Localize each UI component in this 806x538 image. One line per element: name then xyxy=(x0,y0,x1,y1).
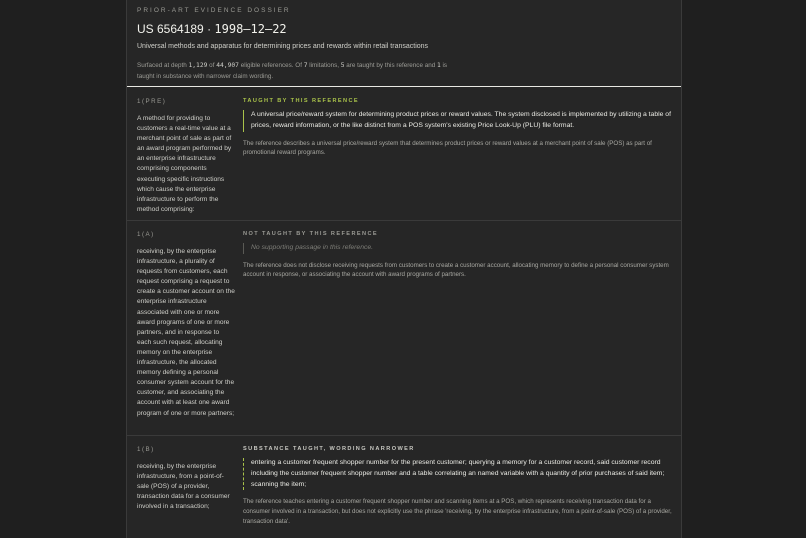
taught-count: 5 xyxy=(340,62,345,69)
claim-text: receiving, by the enterprise infrastructure, from a point-of-sale (POS) of a provider, transaction data for a consumer involved in a transaction; xyxy=(137,463,230,511)
claim-evidence xyxy=(243,98,673,158)
depth-value: 1,129 xyxy=(188,62,208,69)
claim-row xyxy=(127,436,681,538)
claim-text: receiving, by the enterprise infrastructure, a plurality of requests from customers, each request comprising a request to create a customer account on the enterprise infrastructure associated with one or more award programs of one or more partners, and in response to each such request, allocating memory on the enterprise infrastructure, the allocated memory defining a personal consumer system account for the customer, and associating the account with at least one award program of one or more partners; xyxy=(137,248,235,417)
evidence-quote: No supporting passage in this reference. xyxy=(243,243,673,254)
dossier-summary: Surfaced at depth 1,129 of 44,907 eligible references. Of 7 limitations, 5 are taught by this reference and 1 is taught in substance with narrower claim wording. xyxy=(137,62,448,80)
claim-left-column xyxy=(137,446,235,512)
total-refs-value: 44,907 xyxy=(216,62,239,69)
claim-row xyxy=(127,221,681,436)
evidence-quote: A universal price/reward system for determining product prices or reward values. The system disclosed is implemented by utilizing a table of prices, reward information, or the like distinct from a POS system's existing Price Look-Up (PLU) file format. xyxy=(243,110,673,132)
evidence-explanation: The reference does not disclose receiving requests from customers to create a customer account, allocating memory to define a personal consumer system account in response, or associating the account with award programs of partners. xyxy=(243,261,669,279)
claim-row xyxy=(127,87,681,221)
claim-left-column xyxy=(137,98,235,215)
claim-text: A method for providing to customers a real-time value at a merchant point of sale as part of an award program performed by an enterprise infrastructure comprising components executing specific instructions which cause the enterprise infrastructure to perform the method comprising: xyxy=(137,115,232,213)
status-badge: SUBSTANCE TAUGHT, WORDING NARROWER xyxy=(243,446,415,452)
status-badge: NOT TAUGHT BY THIS REFERENCE xyxy=(243,231,379,237)
patent-subtitle: Universal methods and apparatus for determining prices and rewards within retail transactions xyxy=(137,43,429,50)
patent-title: US 6564189 · 1998–12–22 xyxy=(137,22,287,36)
claim-evidence xyxy=(243,231,673,280)
status-badge: TAUGHT BY THIS REFERENCE xyxy=(243,98,360,104)
evidence-quote: entering a customer frequent shopper number for the present customer; querying a memory for a customer record, said customer record including the customer frequent shopper number and a table correlating an named variable with a quantity of prior purchases of said item; scanning the item; xyxy=(243,458,673,490)
claim-id: 1(PRE) xyxy=(137,98,167,105)
claim-id: 1(B) xyxy=(137,446,155,453)
evidence-explanation: The reference describes a universal price/reward system that determines product prices or reward values at a merchant point of sale (POS) as part of promotional reward programs. xyxy=(243,139,652,157)
patent-number: US 6564189 xyxy=(137,22,204,36)
limitations-count: 7 xyxy=(303,62,308,69)
dossier-header xyxy=(127,0,681,87)
evidence-explanation: The reference teaches entering a customer frequent shopper number and scanning items at a POS, which represents receiving transaction data for a consumer involved in a transaction, but does not explicitly use the phrase 'receiving, by the enterprise infrastructure, from a point-of-sale (POS) of a provider, transaction data'. xyxy=(243,498,672,525)
dossier-eyebrow: PRIOR-ART EVIDENCE DOSSIER xyxy=(137,7,291,14)
claim-evidence xyxy=(243,446,673,526)
dossier-panel xyxy=(126,0,682,538)
patent-date: 1998–12–22 xyxy=(214,22,287,36)
claim-id: 1(A) xyxy=(137,231,155,238)
claim-left-column xyxy=(137,231,235,419)
substance-count: 1 xyxy=(436,62,441,69)
